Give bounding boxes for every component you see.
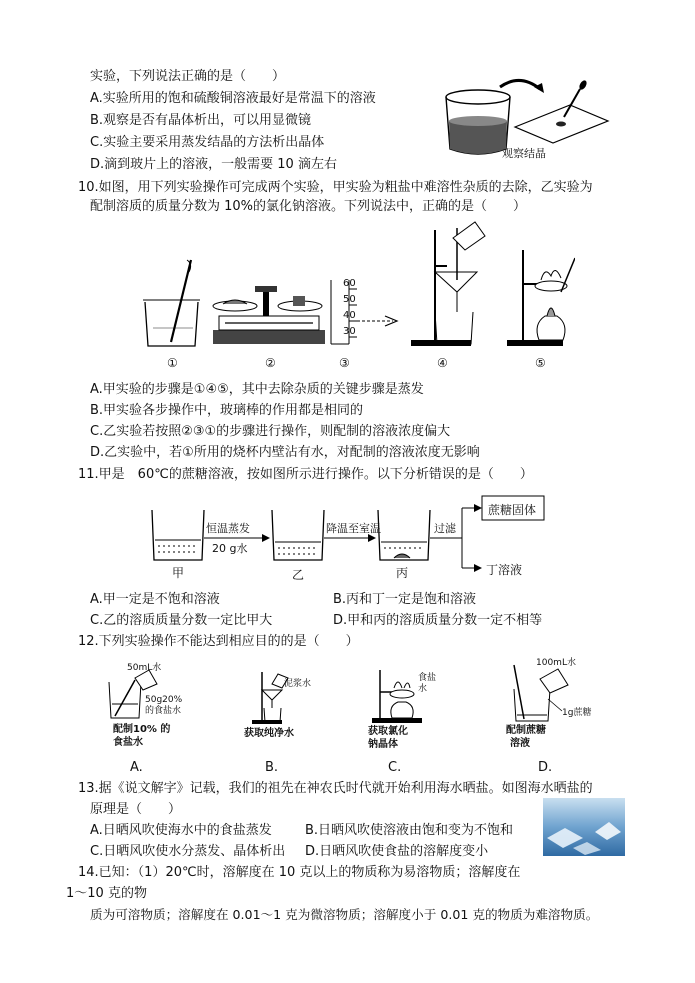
q10-stem-line1: 10.如图，用下列实验操作可完成两个实验，甲实验为粗盐中难溶性杂质的去除，乙实验为: [78, 180, 593, 195]
q11-stem: 11.甲是 60℃的蔗糖溶液，按如图所示进行操作。以下分析错误的是（ ）: [78, 467, 533, 482]
q12-b-cap: 获取纯净水: [244, 728, 294, 739]
cylinder-tick-30: 30: [343, 326, 356, 337]
q12-figure-a: [105, 660, 190, 750]
q11-option-d: D.甲和丙的溶质质量分数一定不相等: [333, 613, 543, 628]
q11-beaker-bing: 丙: [396, 566, 409, 580]
q14-line3: 质为可溶物质；溶解度在 0.01～1 克为微溶物质；溶解度小于 0.01 克的物质为难溶物质。: [90, 907, 599, 922]
q12-c-cap1: 获取氯化: [368, 726, 408, 737]
q13-stem-line2: 原理是（ ）: [90, 802, 182, 817]
q11-beaker-yi: 乙: [292, 568, 305, 582]
q12-d-cap1: 配制蔗糖: [506, 725, 546, 736]
cylinder-tick-40: 40: [343, 310, 356, 321]
q12-c-side1: 食盐: [418, 673, 437, 683]
q13-stem-line1: 13.据《说文解字》记载，我们的祖先在神农氏时代就开始利用海水晒盐。如图海水晒盐的: [78, 781, 593, 796]
q12-figure-c: [368, 666, 448, 756]
q9-option-a: A.实验所用的饱和硫酸铜溶液最好是常温下的溶液: [90, 91, 376, 106]
q9-option-b: B.观察是否有晶体析出，可以用显微镜: [90, 113, 312, 128]
q9-figure-caption: 观察结晶: [502, 147, 546, 160]
q12-figure-b: [240, 668, 320, 748]
q12-letter-b: B.: [265, 760, 279, 775]
q13-option-b: B.日晒风吹使溶液由饱和变为不饱和: [305, 823, 514, 838]
q12-d-top: 100mL水: [536, 658, 576, 668]
q12-d-side: 1g蔗糖: [562, 708, 592, 718]
q11-product-solution: 丁溶液: [486, 563, 523, 577]
step-label-4: ④: [437, 356, 448, 370]
q14-line2: 1～10 克的物: [66, 886, 147, 901]
q10-apparatus-figure: [135, 220, 575, 370]
q12-a-mid2: 的食盐水: [145, 706, 182, 716]
q12-d-cap2: 溶液: [510, 738, 530, 749]
q12-letter-a: A.: [130, 760, 143, 775]
q14-line1: 14.已知：（1）20℃时，溶解度在 10 克以上的物质称为易溶物质；溶解度在: [78, 865, 521, 880]
q11-option-b: B.丙和丁一定是饱和溶液: [333, 592, 477, 607]
q11-step1-label: 恒温蒸发: [206, 522, 250, 535]
q12-a-cap2: 食盐水: [113, 737, 143, 748]
q12-figure-d: [500, 655, 600, 750]
q11-product-solid: 蔗糖固体: [488, 503, 537, 517]
q12-c-cap2: 钠晶体: [368, 739, 398, 750]
q11-process-diagram: [140, 494, 560, 584]
q12-b-side: 泥浆水: [284, 679, 312, 689]
q9-stem: 实验，下列说法正确的是（ ）: [90, 69, 286, 84]
q12-a-mid1: 50g20%: [145, 695, 183, 705]
q12-letter-d: D.: [538, 760, 553, 775]
q9-option-c: C.实验主要采用蒸发结晶的方法析出晶体: [90, 135, 325, 150]
q12-stem: 12.下列实验操作不能达到相应目的的是（ ）: [78, 634, 359, 649]
q12-letter-c: C.: [388, 760, 402, 775]
q10-option-c: C.乙实验若按照②③①的步骤进行操作，则配制的溶液浓度偏大: [90, 424, 451, 439]
q11-step2-label: 降温至室温: [326, 522, 381, 535]
cylinder-tick-60: 60: [343, 278, 356, 289]
q11-option-a: A.甲一定是不饱和溶液: [90, 592, 220, 607]
step-label-2: ②: [265, 356, 276, 370]
q10-stem-line2: 配制溶质的质量分数为 10%的氯化钠溶液。下列说法中，正确的是（ ）: [90, 199, 527, 214]
cylinder-tick-50: 50: [343, 294, 356, 305]
q12-c-side2: 水: [418, 684, 428, 694]
q11-beaker-jia: 甲: [172, 566, 185, 580]
q11-option-c: C.乙的溶质质量分数一定比甲大: [90, 613, 273, 628]
q10-option-d: D.乙实验中，若①所用的烧杯内壁沾有水，对配制的溶液浓度无影响: [90, 445, 480, 460]
step-label-5: ⑤: [535, 356, 546, 370]
q13-salt-field-photo: [543, 798, 625, 856]
q9-crystal-figure: [440, 75, 615, 165]
q13-option-c: C.日晒风吹使水分蒸发、晶体析出: [90, 844, 286, 859]
q10-option-b: B.甲实验各步操作中，玻璃棒的作用都是相同的: [90, 403, 364, 418]
q9-option-d: D.滴到玻片上的溶液，一般需要 10 滴左右: [90, 157, 337, 172]
q11-step3-label: 过滤: [434, 522, 456, 535]
q10-option-a: A.甲实验的步骤是①④⑤，其中去除杂质的关键步骤是蒸发: [90, 382, 424, 397]
q13-option-d: D.日晒风吹使食盐的溶解度变小: [305, 844, 489, 859]
q12-a-cap1: 配制10% 的: [113, 724, 171, 735]
q13-option-a: A.日晒风吹使海水中的食盐蒸发: [90, 823, 272, 838]
q11-step1-sub: 20 g水: [212, 542, 248, 555]
step-label-1: ①: [167, 356, 178, 370]
step-label-3: ③: [339, 356, 350, 370]
q12-a-top: 50mL水: [127, 663, 162, 673]
